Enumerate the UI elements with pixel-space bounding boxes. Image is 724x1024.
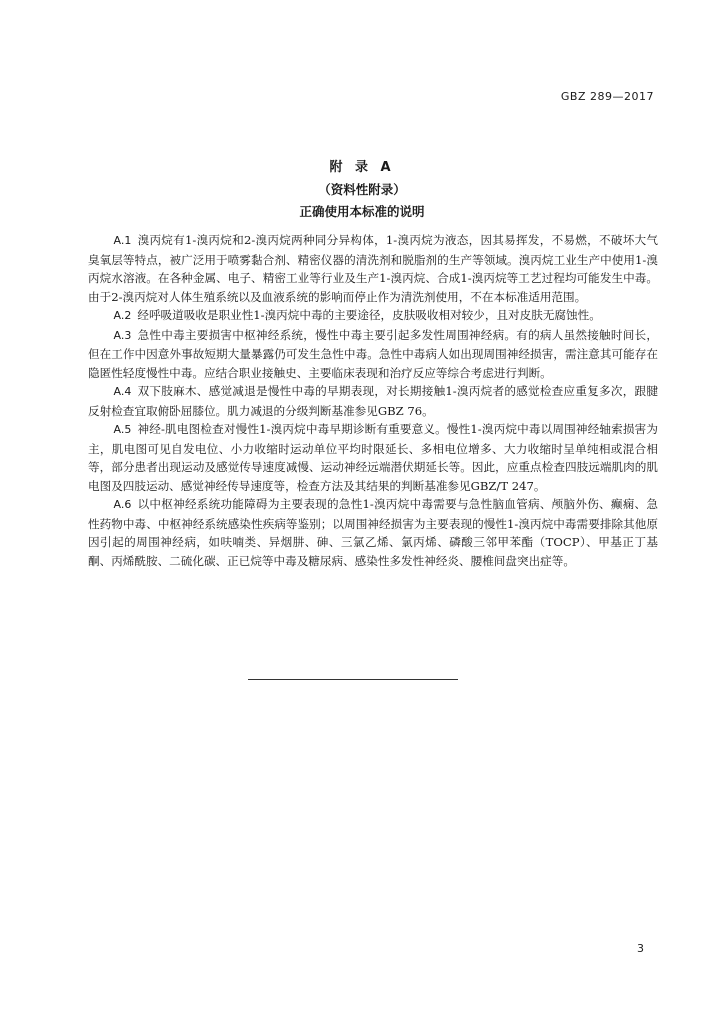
clause-a3: [88, 326, 658, 383]
clause-text: 溴丙烷有1-溴丙烷和2-溴丙烷两种同分异构体，1-溴丙烷为液态，因其易挥发，不易燃，不破坏大气臭氧层等特点，被广泛用于喷雾黏合剂、精密仪器的清洗剂和脱脂剂的生产等领域。溴丙烷工业生产中使用1-溴丙烷水溶液。在各种金属、电子、精密工业等行业及生产1-溴丙烷、合成1-溴丙烷等工艺过程均可能发生中毒。由于2-溴丙烷对人体生殖系统以及血液系统的影响而停止作为清洗剂使用，不在本标准适用范围。: [88, 233, 658, 304]
page-number: 3: [637, 942, 644, 955]
clause-number: A.4: [113, 385, 132, 398]
clause-number: A.1: [113, 234, 132, 247]
annex-title: 附 录 A: [329, 160, 395, 175]
annex-type: （资料性附录）: [318, 182, 406, 197]
clause-text: 以中枢神经系统功能障碍为主要表现的急性1-溴丙烷中毒需要与急性脑血管病、颅脑外伤、癫痫、急性药物中毒、中枢神经系统感染性疾病等鉴别；以周围神经损害为主要表现的慢性1-溴丙烷中毒需要排除其他原因引起的周围神经病，如呋喃类、异烟肼、砷、三氯乙烯、氯丙烯、磷酸三邻甲苯酯（TOCP）、甲基正丁基酮、丙烯酰胺、二硫化碳、正已烷等中毒及糖尿病、感染性多发性神经炎、腰椎间盘突出症等。: [88, 497, 658, 568]
clause-a2: [88, 306, 658, 326]
clause-a1: [88, 231, 658, 306]
clause-text: 经呼吸道吸收是职业性1-溴丙烷中毒的主要途径，皮肤吸收相对较少，且对皮肤无腐蚀性。: [137, 308, 601, 322]
end-divider: [248, 679, 458, 680]
clause-text: 急性中毒主要损害中枢神经系统，慢性中毒主要引起多发性周围神经病。有的病人虽然接触时间长，但在工作中因意外事故短期大量暴露仍可发生急性中毒。急性中毒病人如出现周围神经损害，需注意其可能存在隐匿性轻度慢性中毒。应结合职业接触史、主要临床表现和治疗反应等综合考虑进行判断。: [88, 327, 658, 380]
clause-number: A.2: [113, 309, 132, 322]
clause-text: 神经-肌电图检查对慢性1-溴丙烷中毒早期诊断有重要意义。慢性1-溴丙烷中毒以周围神经轴索损害为主，肌电图可见自发电位、小力收缩时运动单位平均时限延长、多相电位增多、大力收缩时呈单纯相或混合相等，部分患者出现运动及感觉传导速度减慢、运动神经远端潜伏期延长等。因此，应重点检查四肢远端肌肉的肌电图及四肢运动、感觉神经传导速度等，检查方法及其结果的判断基准参见GBZ/T 247。: [88, 422, 658, 493]
standard-code: GBZ 289—2017: [560, 90, 654, 103]
clause-number: A.5: [113, 423, 132, 436]
annex-body: [88, 231, 658, 570]
clause-text: 双下肢麻木、感觉减退是慢性中毒的早期表现，对长期接触1-溴丙烷者的感觉检查应重复多次，跟腱反射检查宜取俯卧屈膝位。肌力减退的分级判断基准参见GBZ 76。: [88, 384, 658, 418]
clause-number: A.6: [113, 498, 132, 511]
clause-number: A.3: [113, 328, 132, 342]
annex-name: 正确使用本标准的说明: [299, 204, 425, 219]
clause-a5: [88, 420, 658, 495]
annex-heading: [0, 158, 724, 222]
clause-a4: [88, 382, 658, 420]
clause-a6: [88, 495, 658, 570]
